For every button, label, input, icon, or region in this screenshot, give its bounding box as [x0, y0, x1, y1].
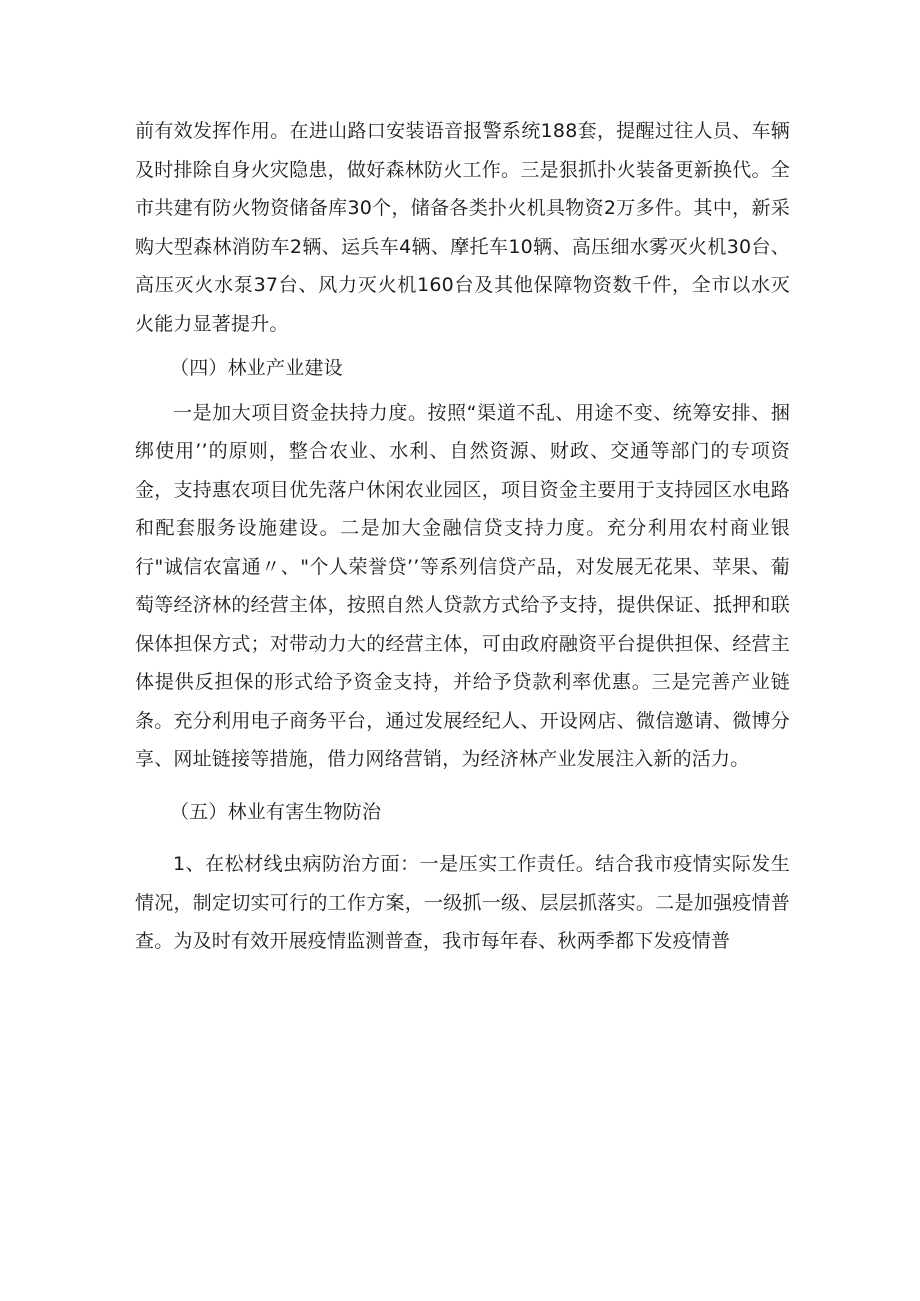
document-body [135, 112, 790, 961]
spacer [135, 779, 790, 793]
section-heading-forestry-industry: （四）林业产业建设 [170, 357, 343, 379]
paragraph-pine-wilt-control: 1、在松材线虫病防治方面：一是压实工作责任。结合我市疫情实际发生情况，制定切实可行的工作方案，一级抓一级、层层抓落实。二是加强疫情普查。为及时有效开展疫情监测普查，我市每年春、秋两季都下发疫情普 [135, 853, 790, 952]
paragraph-fire-equipment: 前有效发挥作用。在进山路口安装语音报警系统188套，提醒过往人员、车辆及时排除自身火灾隐患，做好森林防火工作。三是狠抓扑火装备更新换代。全市共建有防火物资储备库30个，储备各类扑火机具物资2万多件。其中，新采购大型森林消防车2辆、运兵车4辆、摩托车10辆、高压细水雾灭火机30台、高压灭火水泵37台、风力灭火机160台及其他保障物资数千件，全市以水灭火能力显著提升。 [135, 120, 790, 335]
section-heading-pest-control: （五）林业有害生物防治 [170, 800, 382, 823]
spacer [135, 831, 790, 845]
paragraph-industry-support: 一是加大项目资金扶持力度。按照“渠道不乱、用途不变、统筹安排、捆绑使用’’的原则，整合农业、水利、自然资源、财政、交通等部门的专项资金，支持惠农项目优先落户休闲农业园区，项目资金主要用于支持园区水电路和配套服务设施建设。二是加大金融信贷支持力度。充分利用农村商业银行"诚信农富通〃、"个人荣誉贷’’等系列信贷产品，对发展无花果、苹果、葡萄等经济林的经营主体，按照自然人贷款方式给予支持，提供保证、抵押和联保体担保方式；对带动力大的经营主体，可由政府融资平台提供担保、经营主体提供反担保的形式给予资金支持，并给予贷款利率优惠。三是完善产业链条。充分利用电子商务平台，通过发展经纪人、开设网店、微信邀请、微博分享、网址链接等措施，借力网络营销，为经济林产业发展注入新的活力。 [135, 401, 790, 770]
